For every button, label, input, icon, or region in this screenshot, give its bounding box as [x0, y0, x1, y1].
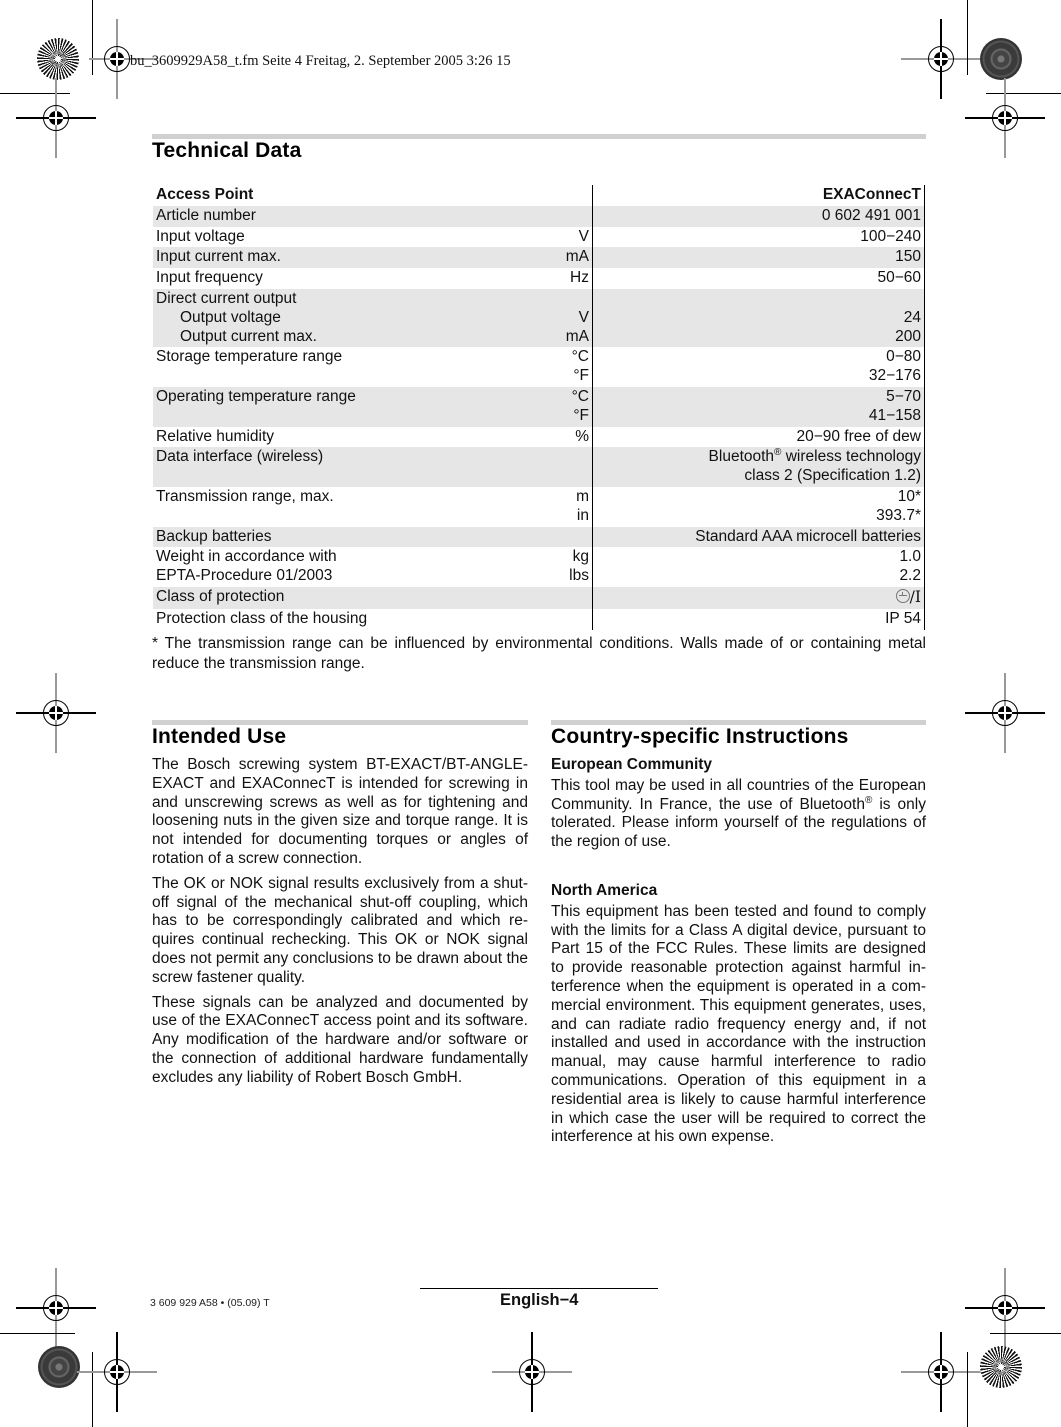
registered-mark: ® [864, 794, 873, 806]
north-america-heading: North America [551, 881, 658, 899]
table-header-row [153, 185, 925, 206]
intended-use-title: Intended Use [152, 725, 287, 748]
registration-mark-icon [965, 78, 1045, 158]
table-row: Input current max. mA 150 [153, 247, 925, 268]
print-disc-mark-icon [38, 1346, 80, 1388]
spec-table [153, 185, 925, 630]
north-america-paragraph: This equipment has been tested and found to comply with the limits for a Class A digital device, pursuant to Part 15 of the FCC Rules. These limits are designed to provide reasonable protection against harmful interference when the equipment is operated in a commercial environment. This equipment generates, uses, and can radiate radio frequency energy and, if not installed and used in accordance with the instruction manual, may cause harmful interference to radio communications. Operation of this equipment in a residential area is likely to cause harmful interference in which case the user will be required to correct the interference at his own expense. [551, 902, 926, 1146]
table-row: Class of protection /I [153, 587, 925, 609]
table-row: Backup batteries Standard AAA microcell batteries [153, 527, 925, 548]
protective-insulation-icon: /I [896, 588, 921, 607]
print-star-mark-icon [980, 1346, 1022, 1388]
table-row: Storage temperature range °C °F 0−80 32−176 [153, 347, 925, 387]
paragraph: These signals can be analyzed and documented by use of the EXAConnecT access point and its software. Any modification of the hardware and/or software or the connection of additional hardware fundamentally excludes any liability of Robert Bosch GmbH. [152, 993, 528, 1086]
table-row: Relative humidity % 20−90 free of dew [153, 427, 925, 448]
page-number: English−4 [500, 1291, 579, 1309]
paragraph: The Bosch screwing system BT-EXACT/BT-ANGLE-EXACT and EXAConnecT is intended for screwing in and unscrewing screws as well as for tightening and loosening nuts in the given size and torque range. It is not intended for documenting torques or angles of rotation of a screw connection. [152, 756, 528, 867]
table-row: Input frequency Hz 50−60 [153, 268, 925, 289]
table-row: Article number 0 602 491 001 [153, 206, 925, 227]
country-specific-title: Country-specific Instructions [551, 725, 849, 748]
table-row: Protection class of the housing IP 54 [153, 609, 925, 630]
registered-mark: ® [774, 447, 782, 459]
country-specific-body [551, 756, 926, 1153]
print-star-mark-icon [37, 38, 79, 80]
table-row: Operating temperature range °C °F 5−70 41−158 [153, 387, 925, 427]
print-file-header: bu_3609929A58_t.fm Seite 4 Freitag, 2. September 2005 3:26 15 [130, 53, 511, 69]
table-row: Transmission range, max. m in 10* 393.7* [153, 487, 925, 527]
crop-line [967, 0, 968, 75]
header-label: Access Point [156, 186, 254, 203]
registration-mark-icon [965, 673, 1045, 753]
crop-line [990, 1333, 1061, 1334]
europe-heading: European Community [551, 756, 713, 773]
footer-rule [420, 1288, 658, 1289]
table-row: Input voltage V 100−240 [153, 227, 925, 248]
header-value: EXAConnecT [593, 185, 925, 206]
table-row: Data interface (wireless) Bluetooth® wireless technology class 2 (Specification 1.2) [153, 447, 925, 487]
document-code: 3 609 929 A58 • (05.09) T [150, 1297, 270, 1309]
crop-line [0, 1333, 75, 1334]
table-row: Weight in accordance with EPTA-Procedure 01/2003 kg lbs 1.0 2.2 [153, 547, 925, 587]
europe-paragraph: This tool may be used in all countries of the European Community. In France, the use of Bluetooth® is only tolerated. Please inform yourself of the regulations of the region of use. [551, 776, 926, 851]
registration-mark-icon [77, 1332, 157, 1412]
crop-line [967, 1352, 968, 1427]
table-row: Direct current output Output voltage Output current max. V mA 24 200 [153, 289, 925, 347]
registration-mark-icon [492, 1332, 572, 1412]
registration-mark-icon [16, 673, 96, 753]
registration-mark-icon [16, 78, 96, 158]
print-disc-mark-icon [980, 38, 1022, 80]
paragraph: The OK or NOK signal results exclusively from a shut-off signal of the mechanical shut-off coupling, which has to be correspondingly calibrated and which requires continual rechecking. This OK or NOK signal does not permit any conclusions to be drawn about the screw fastener quality. [152, 874, 528, 986]
intended-use-body [152, 756, 528, 1094]
registration-mark-icon [901, 1332, 981, 1412]
table-footnote: * The transmission range can be influenced by environmental conditions. Walls made of or containing metal reduce the transmission range. [152, 635, 926, 672]
technical-data-title: Technical Data [152, 139, 302, 162]
